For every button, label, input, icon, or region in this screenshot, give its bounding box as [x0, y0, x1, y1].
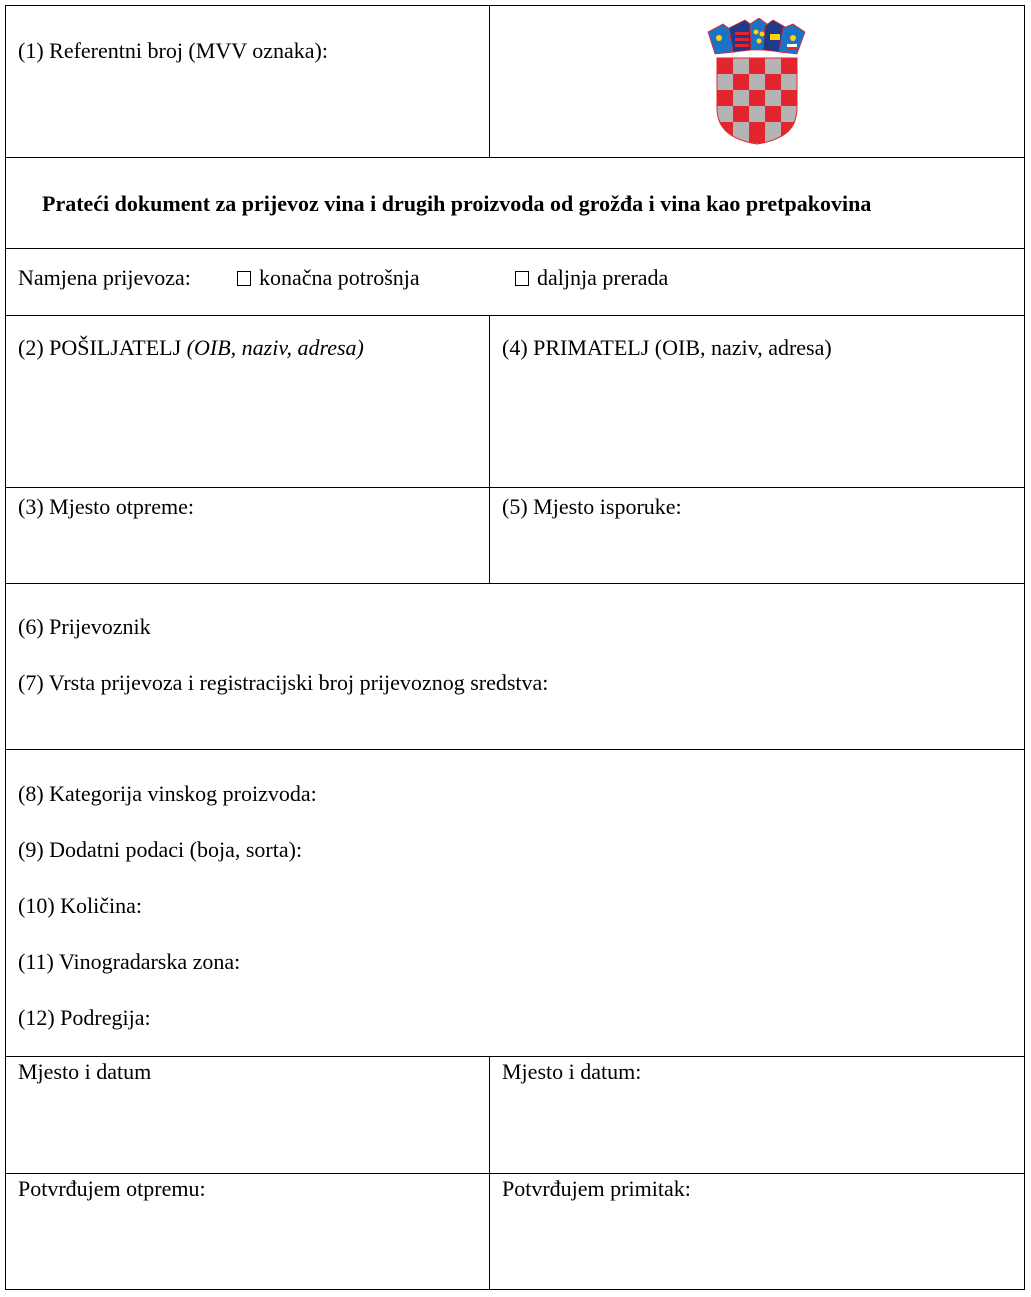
document-title: Prateći dokument za prijevoz vina i drugih proizvoda od grožđa i vina kao pretpakovina: [42, 191, 872, 216]
dispatch-place-label: (3) Mjesto otpreme:: [18, 494, 194, 519]
checkbox[interactable]: [515, 271, 529, 286]
border-line: [5, 157, 1024, 158]
border-line: [1024, 5, 1025, 1290]
place-date-left-label: Mjesto i datum: [18, 1059, 152, 1084]
border-line: [5, 1173, 1024, 1174]
sender-label: [18, 335, 364, 361]
border-line: [5, 583, 1024, 584]
subregion-label: (12) Podregija:: [18, 1005, 151, 1030]
croatian-coat-of-arms-icon: [705, 18, 807, 146]
quantity-label: (10) Količina:: [18, 893, 143, 918]
purpose-option-final-consumption[interactable]: [237, 265, 420, 291]
delivery-place-label: (5) Mjesto isporuke:: [502, 494, 682, 519]
checkbox[interactable]: [237, 271, 251, 286]
option-label: daljnja prerada: [537, 265, 669, 290]
reference-number-label: (1) Referentni broj (MVV oznaka):: [18, 38, 328, 63]
sender-detail: (OIB, naziv, adresa): [186, 335, 364, 360]
border-line: [5, 749, 1024, 750]
recipient-label: (4) PRIMATELJ (OIB, naziv, adresa): [502, 335, 832, 360]
place-date-right-label: Mjesto i datum:: [502, 1059, 642, 1084]
wine-zone-label: (11) Vinogradarska zona:: [18, 949, 241, 974]
border-line: [489, 1056, 490, 1289]
border-line: [5, 248, 1024, 249]
border-line: [5, 5, 1024, 6]
border-line: [489, 315, 490, 583]
border-line: [5, 315, 1024, 316]
purpose-option-further-processing[interactable]: [515, 265, 668, 291]
border-line: [5, 1289, 1024, 1290]
border-line: [489, 5, 490, 157]
border-line: [5, 5, 6, 1290]
product-category-label: (8) Kategorija vinskog proizvoda:: [18, 781, 317, 806]
purpose-label: Namjena prijevoza:: [18, 265, 191, 290]
border-line: [5, 487, 1024, 488]
additional-data-label: (9) Dodatni podaci (boja, sorta):: [18, 837, 303, 862]
option-label: konačna potrošnja: [259, 265, 420, 290]
sender-title: (2) POŠILJATELJ: [18, 335, 182, 360]
transport-label: (7) Vrsta prijevoza i registracijski broj prijevoznog sredstva:: [18, 670, 549, 695]
confirm-dispatch-label: Potvrđujem otpremu:: [18, 1176, 206, 1201]
carrier-label: (6) Prijevoznik: [18, 614, 151, 639]
border-line: [5, 1056, 1024, 1057]
confirm-receipt-label: Potvrđujem primitak:: [502, 1176, 691, 1201]
